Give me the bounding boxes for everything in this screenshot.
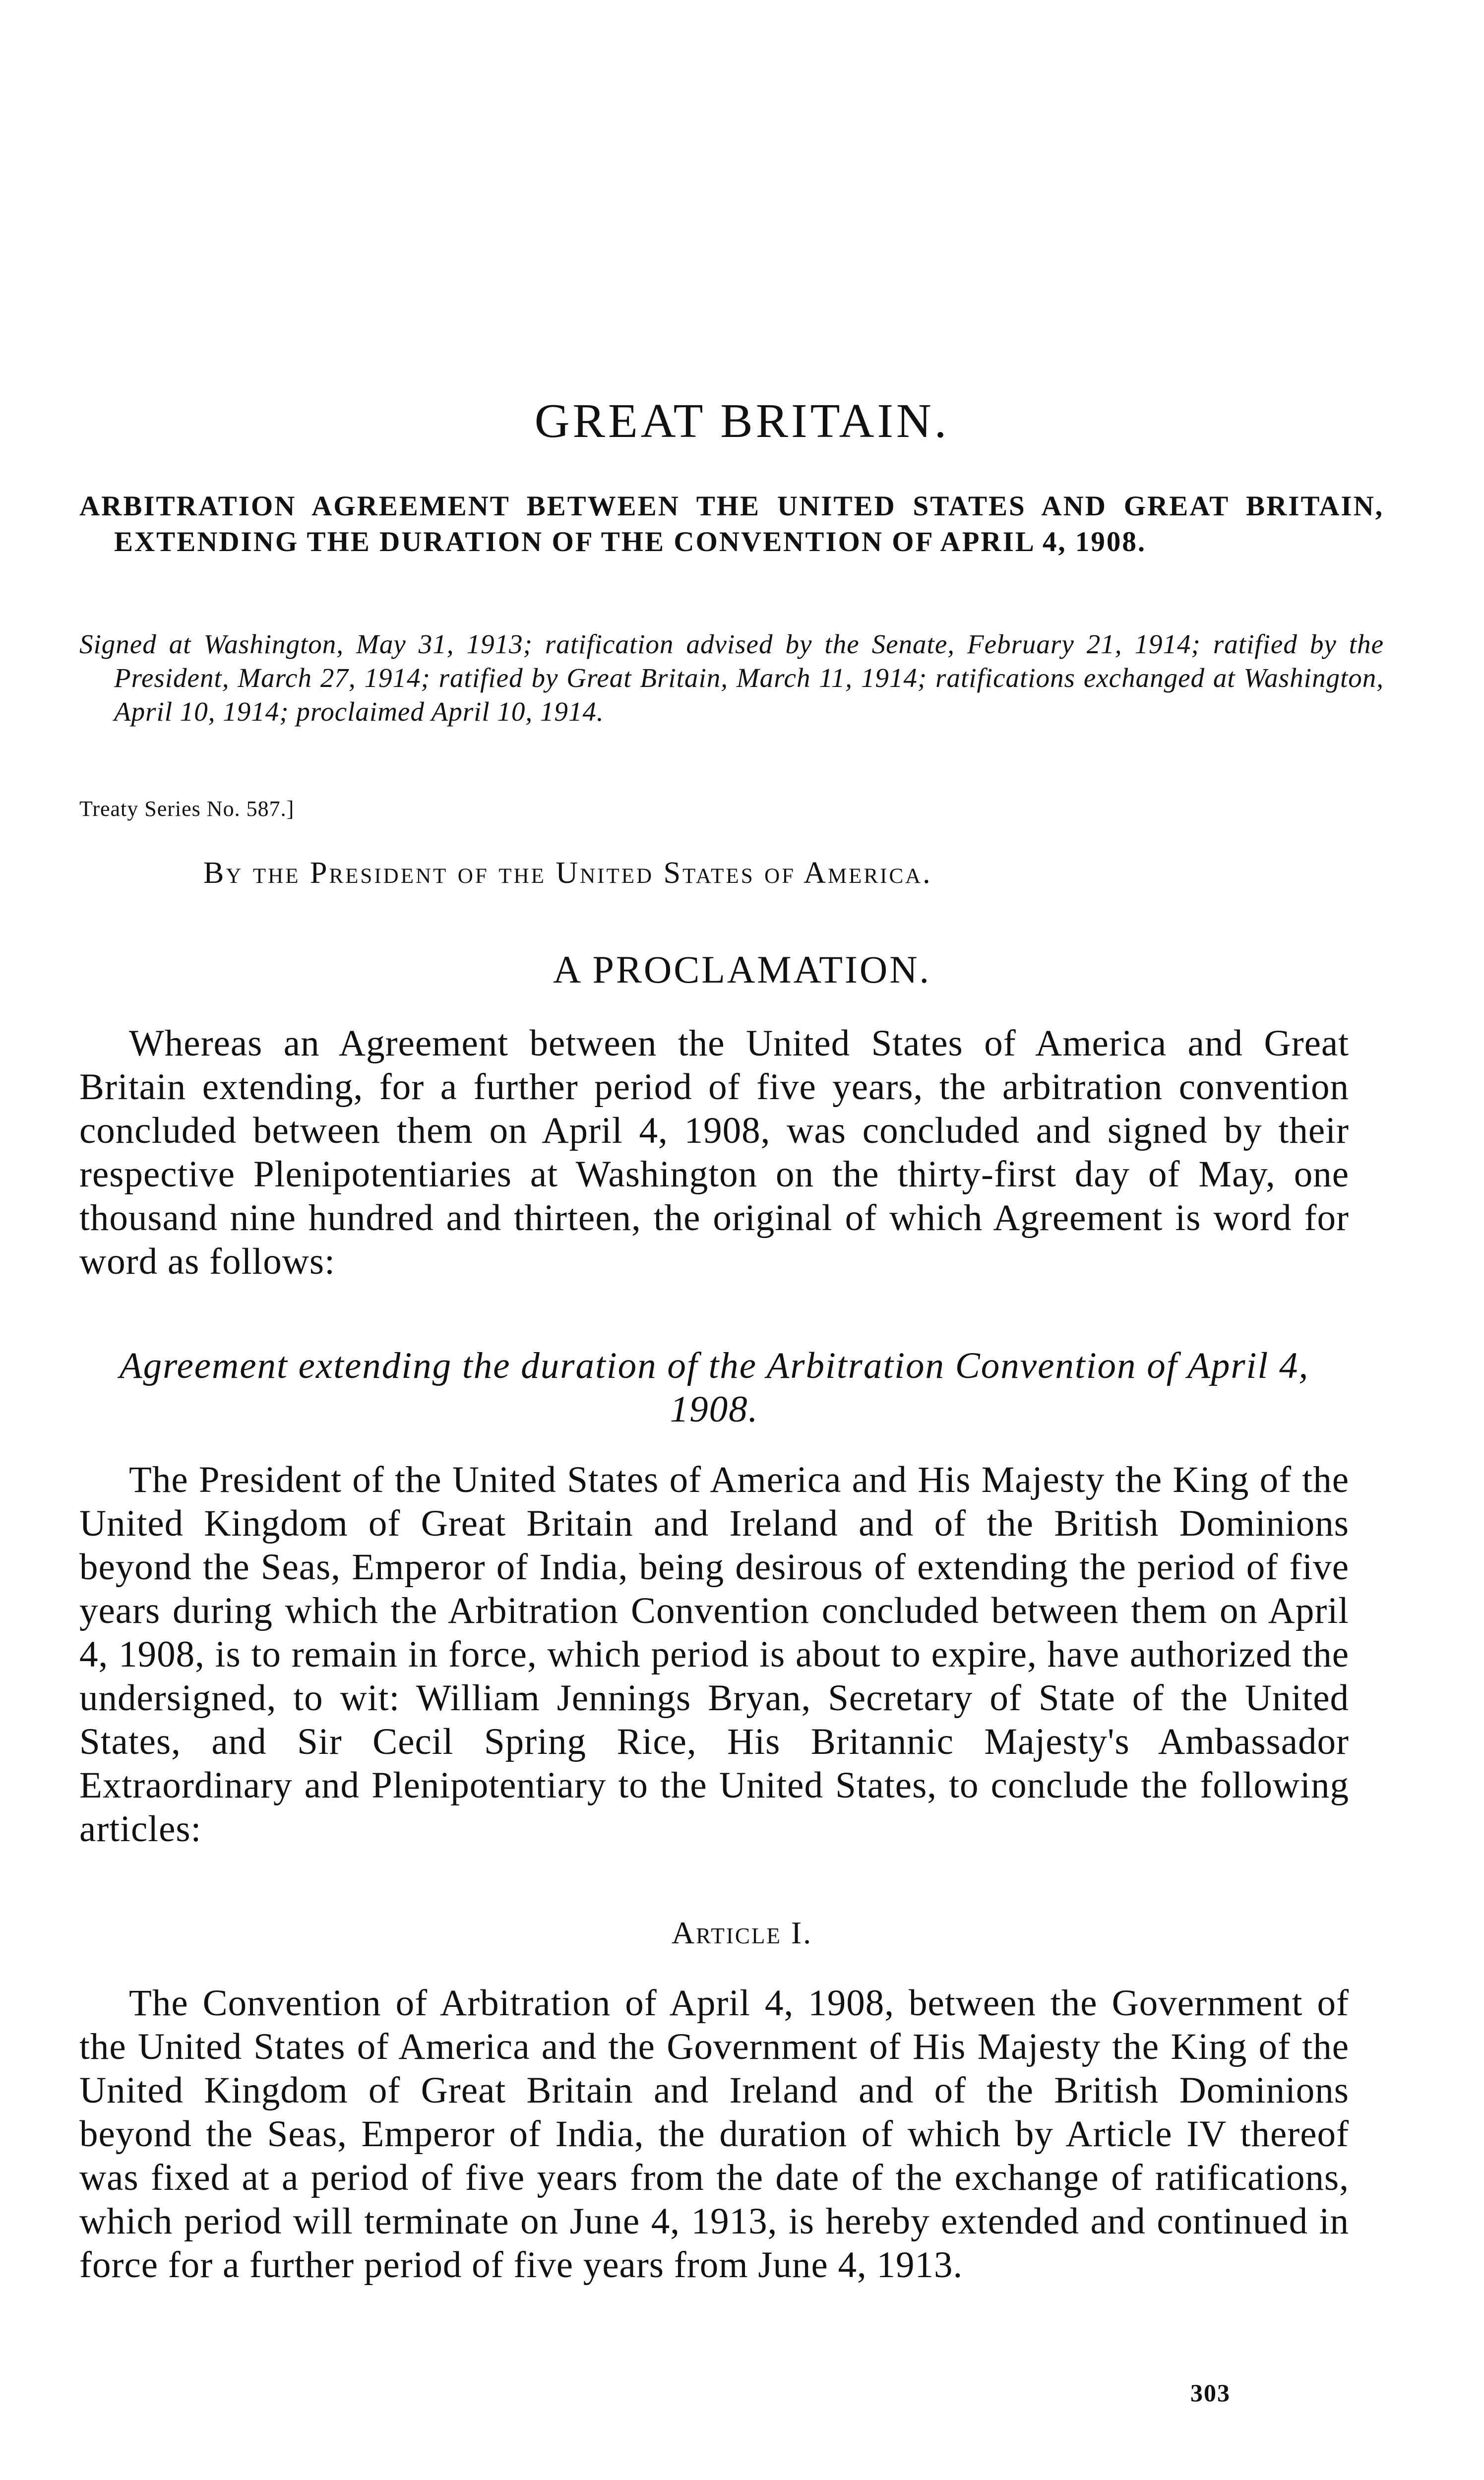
presidential-byline: By the President of the United States of America. xyxy=(203,856,932,890)
ratification-history: Signed at Washington, May 31, 1913; ratification advised by the Senate, February 21, 1914; ratified by the President, March 27, 1914; ratified by Great Britain, March 11, 1914; ratifications exchanged at Washington, April 10, 1914; proclaimed April 10, 1914. xyxy=(79,629,1384,727)
proclamation-heading: A PROCLAMATION. xyxy=(553,948,931,991)
agreement-subtitle: ARBITRATION AGREEMENT BETWEEN THE UNITED STATES AND GREAT BRITAIN, EXTENDING THE DURATION OF THE CONVENTION OF APRIL 4, 1908. xyxy=(79,491,1384,558)
article-heading: Article I. xyxy=(671,1915,813,1950)
whereas-paragraph: Whereas an Agreement between the United States of America and Great Britain extending, for a further period of five years, the arbitration convention concluded between them on April 4, 1908, was concluded and signed by their respective Plenipotentiaries at Washington on the thirty-first day of May, one thousand nine hundred and thirteen, the original of which Agreement is word for word as follows: xyxy=(79,1023,1349,1282)
article-one-paragraph: The Convention of Arbitration of April 4, 1908, between the Government of the United States of America and the Government of His Majesty the King of the United Kingdom of Great Britain and Ireland and of the British Dominions beyond the Seas, Emperor of India, the duration of which by Article IV thereof was fixed at a period of five years from the date of the exchange of ratifications, which period will terminate on June 4, 1913, is hereby extended and continued in force for a further period of five years from June 4, 1913. xyxy=(79,1983,1349,2286)
preamble-paragraph: The President of the United States of America and His Majesty the King of the United Kingdom of Great Britain and Ireland and of the British Dominions beyond the Seas, Emperor of India, being desirous of extending the period of five years during which the Arbitration Convention concluded between them on April 4, 1908, is to remain in force, which period is about to expire, have authorized the undersigned, to wit: William Jennings Bryan, Secretary of State of the United States, and Sir Cecil Spring Rice, His Britannic Majesty's Ambassador Extraordinary and Plenipotentiary to the United States, to conclude the following articles: xyxy=(79,1459,1349,1850)
page-number: 303 xyxy=(1190,2379,1231,2407)
treaty-series-number: Treaty Series No. 587.] xyxy=(79,797,295,821)
page-title: GREAT BRITAIN. xyxy=(534,394,950,448)
agreement-title: Agreement extending the duration of the Arbitration Convention of April 4, 1908. xyxy=(119,1345,1309,1430)
